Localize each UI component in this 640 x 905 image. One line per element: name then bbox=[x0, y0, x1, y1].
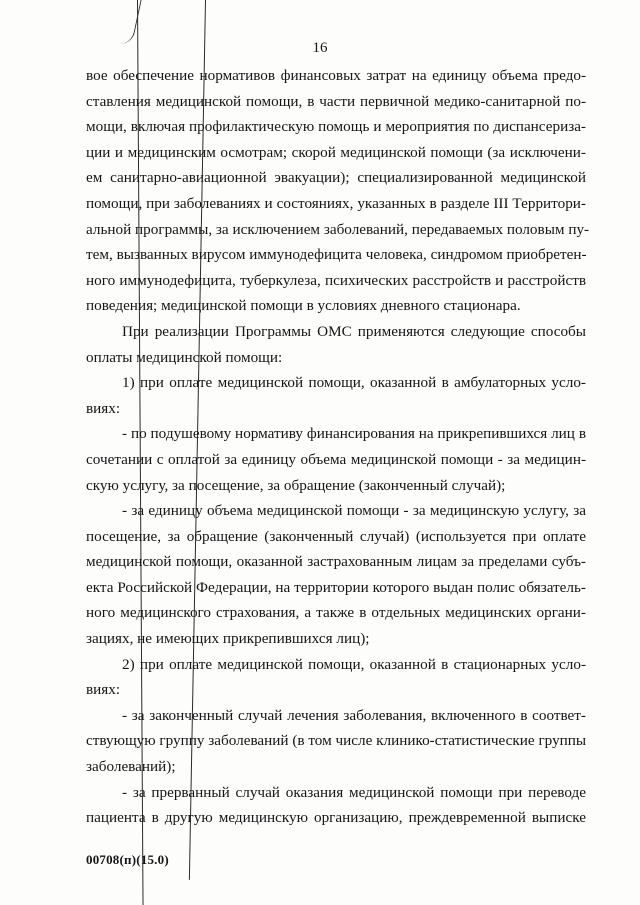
text-line: ции и медицинским осмотрам; скорой медицинской помощи (за исключени- bbox=[86, 143, 586, 161]
text-line: 2) при оплате медицинской помощи, оказанной в стационарных усло- bbox=[122, 655, 586, 673]
text-line: При реализации Программы ОМС применяются следующие способы bbox=[122, 322, 586, 340]
document-body bbox=[86, 63, 590, 831]
text-line: оплаты медицинской помощи: bbox=[86, 348, 283, 366]
text-line: заболеваний); bbox=[86, 758, 176, 776]
text-line: ем санитарно-авиационной эвакуации); специализированной медицинской bbox=[86, 169, 586, 187]
document-code: 00708(п)(15.0) bbox=[86, 852, 169, 867]
text-line: екта Российской Федерации, на территории которого выдан полис обязатель- bbox=[86, 578, 586, 596]
text-line: поведения; медицинской помощи в условиях дневного стационара. bbox=[86, 297, 521, 315]
text-line: посещение, за обращение (законченный случай) (используется при оплате bbox=[86, 527, 586, 545]
text-line: вое обеспечение нормативов финансовых затрат на единицу объема предо- bbox=[86, 67, 586, 84]
text-line: ного медицинского страхования, а также в отдельных медицинских органи- bbox=[86, 604, 586, 622]
text-line: альной программы, за исключением заболеваний, передаваемых половым пу- bbox=[86, 220, 590, 238]
text-line: тем, вызванных вирусом иммунодефицита человека, синдромом приобретен- bbox=[86, 246, 587, 264]
text-line: 1) при оплате медицинской помощи, оказанной в амбулаторных усло- bbox=[122, 374, 586, 392]
text-line: ного иммунодефицита, туберкулеза, психических расстройств и расстройств bbox=[86, 271, 586, 289]
text-line: ствующую группу заболеваний (в том числе клинико-статистические группы bbox=[86, 732, 587, 750]
text-line: ставления медицинской помощи, в части первичной медико-санитарной по- bbox=[86, 92, 586, 110]
text-line: - за прерванный случай оказания медицинской помощи при переводе bbox=[122, 783, 586, 801]
text-line: - по подушевому нормативу финансирования на прикрепившихся лиц в bbox=[122, 425, 586, 443]
text-line: скую услугу, за посещение, за обращение (законченный случай); bbox=[86, 476, 506, 494]
text-line: виях: bbox=[86, 399, 121, 417]
text-line: - за законченный случай лечения заболевания, включенного в соответ- bbox=[122, 706, 586, 724]
text-line: помощи, при заболеваниях и состояниях, указанных в разделе III Территори- bbox=[86, 194, 586, 212]
text-line: сочетании с оплатой за единицу объема медицинской помощи - за медицин- bbox=[86, 450, 586, 468]
text-line: медицинской помощи, оказанной застрахованным лицам за пределами субъ- bbox=[86, 553, 586, 571]
text-line: зациях, не имеющих прикрепившихся лиц); bbox=[86, 630, 370, 648]
page-number: 16 bbox=[312, 40, 328, 56]
text-line: виях: bbox=[86, 681, 121, 699]
text-line: мощи, включая профилактическую помощь и мероприятия по диспансериза- bbox=[86, 118, 586, 136]
text-line: - за единицу объема медицинской помощи - за медицинскую услугу, за bbox=[122, 502, 586, 520]
text-line: пациента в другую медицинскую организацию, преждевременной выписке bbox=[86, 809, 586, 827]
